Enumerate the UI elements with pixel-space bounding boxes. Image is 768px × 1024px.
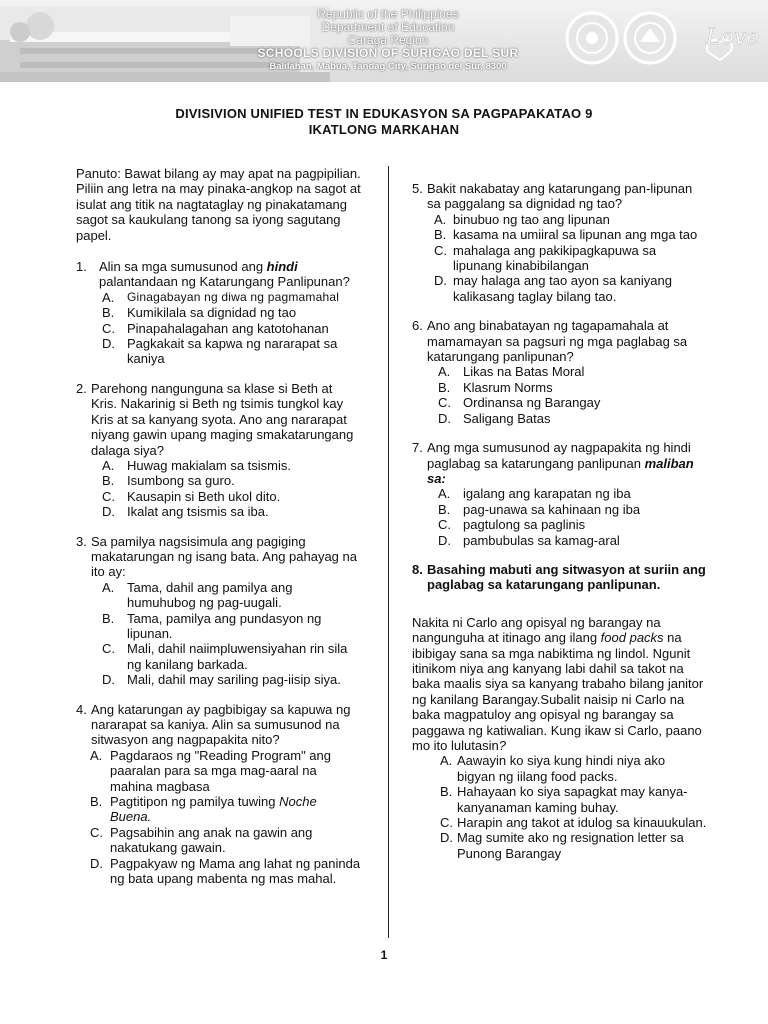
option-letter: A. [434,211,447,227]
option-letter: C. [438,517,451,533]
letterhead-text [218,8,558,73]
option-letter: B. [102,305,115,321]
option-letter: B. [438,379,451,395]
option-letter: B. [90,794,103,810]
option-text: Ikalat ang tsismis sa iba. [127,504,269,520]
question-5 [412,181,707,304]
option-letter: B. [438,501,451,517]
option-text: pagtulong sa paglinis [463,517,586,533]
option-letter: C. [102,488,115,504]
option-text: Likas na Batas Moral [463,364,585,380]
option-letter: D. [438,532,451,548]
option-text: binubuo ng tao ang lipunan [453,211,610,227]
option-text: pag-unawa sa kahinaan ng iba [463,501,641,517]
option-text: Mali, dahil may sariling pag-iisip siya. [127,672,341,688]
question-3 [76,534,361,688]
option-letter: D. [102,672,115,688]
option-text: Mag sumite ako ng resignation letter sa Punong Barangay [457,830,684,861]
option-letter: C. [440,815,453,831]
question-number: 7. [412,440,423,456]
option-letter: B. [102,473,115,489]
option-text: Tama, pamilya ang pundasyon ng lipunan. [127,610,322,641]
option-text: Klasrum Norms [463,379,553,395]
question-text: Ang mga sumusunod ay nagpapakita ng hindi paglabag sa katarungang panlipunan maliban sa: [427,440,694,486]
question-6 [412,318,707,426]
option-letter: B. [102,610,115,626]
option-text: mahalaga ang pakikipagkapuwa sa lipunang kinabibilangan [453,242,657,274]
question-8 [412,562,707,861]
option-text: Pagsabihin ang anak na gawin ang nakatukang gawain. [110,824,313,856]
option-text: Ginagabayan ng diwa ng pagmamahal [127,289,340,304]
question-4 [76,702,361,887]
test-title-line2: IKATLONG MARKAHAN [308,122,460,137]
option-letter: D. [90,855,103,871]
question-1 [76,259,361,367]
option-letter: D. [102,504,115,520]
question-text: Alin sa mga sumusunod ang hindi palantandaan ng Katarungang Panlipunan? [99,259,350,290]
option-text: Tama, dahil ang pamilya ang humuhubog ng pag-uugali. [127,579,293,611]
option-letter: A. [102,289,115,305]
question-number: 3. [76,533,87,549]
header-region: Caraga Region [347,33,429,47]
page-number: 1 [380,948,388,962]
option-letter: A. [102,457,115,473]
question-text: Sa pamilya nagsisimula ang pagiging makatarungan ng isang bata. Ang pahayag na ito ay: [91,533,357,580]
option-text: Pagpakyaw ng Mama ang lahat ng paninda ng bata upang mabenta ng mas mahal. [110,855,361,887]
option-letter: A. [438,364,451,380]
question-text: Ang katarungan ay pagbibigay sa kapuwa ng nararapat sa kaniya. Alin sa sumusunod na sitwasyon ang nagpapakita nito? [91,701,351,748]
instructions: Panuto: Bawat bilang ay may apat na pagpipilian. Piliin ang letra na may pinaka-angkop na sagot at isulat ang titik na nagtataglay ng pinakatamang sagot sa kaukulang tanong sa iyong sagutang papel. [76,166,361,243]
option-text: may halaga ang tao ayon sa kaniyang kalikasang taglay bilang tao. [453,273,672,304]
option-text: Pagdaraos ng "Reading Program" ang paaralan para sa mga mag-aaral na mahina magbasa [110,747,331,794]
option-letter: A. [90,747,103,763]
question-text: Bakit nakabatay ang katarungang pan-lipunan sa paggalang sa dignidad ng tao? [427,181,693,212]
option-text: Ordinansa ng Barangay [463,395,601,411]
right-column [412,181,707,861]
letterhead-banner [0,0,768,82]
option-letter: C. [90,824,103,840]
option-letter: D. [434,273,447,289]
question-text: Ano ang binabatayan ng tagapamahala at mamamayan sa pagsuri ng mga paglabag sa katarungang panlipunan? [427,318,688,365]
left-column [76,166,361,886]
option-text: Hahayaan ko siya sapagkat may kanya- kanyanaman kaming buhay. [457,784,688,815]
option-letter: B. [440,784,453,800]
question-number: 5. [412,181,423,196]
question-2 [76,381,361,520]
option-letter: A. [440,753,453,769]
option-text: Aawayin ko siya kung hindi niya ako bigyan ng iilang food packs. [457,753,666,784]
option-letter: B. [434,227,447,243]
division-seal-icon [625,13,675,63]
option-text: Harapin ang takot at idulog sa kinauukulan. [457,815,707,831]
option-letter: D. [440,830,453,846]
option-letter: C. [102,641,115,657]
svg-text:Love: Love [706,25,760,50]
header-republic: Republic of the Philippines [317,7,459,21]
option-text: Kausapin si Beth ukol dito. [127,488,281,504]
option-text: Pinapahalagahan ang katotohanan [127,320,329,336]
question-number: 2. [76,380,87,396]
deped-seal-icon [567,13,617,63]
option-letter: A. [102,579,115,595]
question-number: 6. [412,318,423,334]
option-text: Kumikilala sa dignidad ng tao [127,305,297,321]
love-logo [700,14,764,64]
option-text: kasama na umiiral sa lipunan ang mga tao [453,227,698,243]
option-letter: C. [438,395,451,411]
option-letter: C. [102,320,115,336]
option-letter: D. [438,410,451,426]
option-text: Saligang Batas [463,410,551,426]
question-number: 4. [76,701,87,717]
option-text: Isumbong sa guro. [127,473,235,489]
question-number: 1. [76,259,87,275]
question-text: Basahing mabuti ang sitwasyon at suriin ang paglabag sa katarungang panlipunan. [427,561,706,593]
option-text: igalang ang karapatan ng iba [463,486,631,502]
option-text: Pagkakait sa kapwa ng nararapat sa kaniya [127,336,338,367]
situation-passage: Nakita ni Carlo ang opisyal ng barangay na nangunguha at itinago ang ilang food packs na ibibigay sana sa mga nabiktima ng lindol. Ngunit itinikom niya ang kanyang labi dahil sa takot na baka maalis siya sa kanyang trabaho bilang janitor ng kanilang Barangay.Subalit naisip ni Carlo na baka magpatuloy ang opisyal ng barangay sa paggawa ng katiwalian. Kung ikaw si Carlo, paano mo ito lulutasin? [412,614,704,753]
header-department: Department of Education [321,20,455,34]
test-title [0,106,768,138]
option-letter: D. [102,336,115,352]
question-text: Parehong nangunguna sa klase si Beth at Kris. Nakarinig si Beth ng tsimis tungkol kay Kris at sa kanyang syota. Ano ang nararapat niyang gawin upang maging smakatarungang dalaga siya? [91,380,354,458]
option-letter: A. [438,486,451,502]
header-division: SCHOOLS DIVISION OF SURIGAO DEL SUR [257,46,519,60]
option-text: Pagtitipon ng pamilya tuwing Noche Buena. [110,794,317,825]
deped-seals [565,10,695,66]
option-text: Huwag makialam sa tsismis. [127,457,291,473]
test-title-line1: DIVISIVION UNIFIED TEST IN EDUKASYON SA PAGPAPAKATAO 9 [175,106,593,121]
header-address: Balilahan, Mabua, Tandag City, Surigao del Sur, 8300 [269,61,507,72]
column-divider [388,166,389,938]
question-7 [412,440,707,548]
option-letter: C. [434,242,447,258]
question-number: 8. [412,561,423,577]
option-text: Mali, dahil naiimpluwensiyahan rin sila ng kanilang barkada. [127,641,348,672]
option-text: pambubulas sa kamag-aral [463,532,620,548]
